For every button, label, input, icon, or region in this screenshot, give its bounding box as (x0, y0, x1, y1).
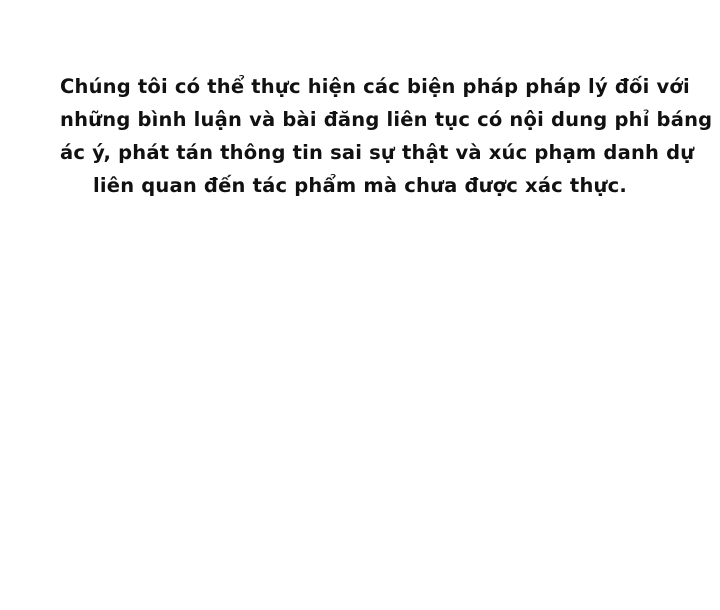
notice-line-4: liên quan đến tác phẩm mà chưa được xác thực. (93, 174, 627, 197)
legal-notice-block (60, 70, 713, 202)
notice-line-1: Chúng tôi có thể thực hiện các biện pháp pháp lý đối với (60, 75, 690, 98)
notice-line-3: ác ý, phát tán thông tin sai sự thật và xúc phạm danh dự (60, 141, 695, 164)
notice-line-2: những bình luận và bài đăng liên tục có nội dung phỉ báng (60, 108, 713, 131)
